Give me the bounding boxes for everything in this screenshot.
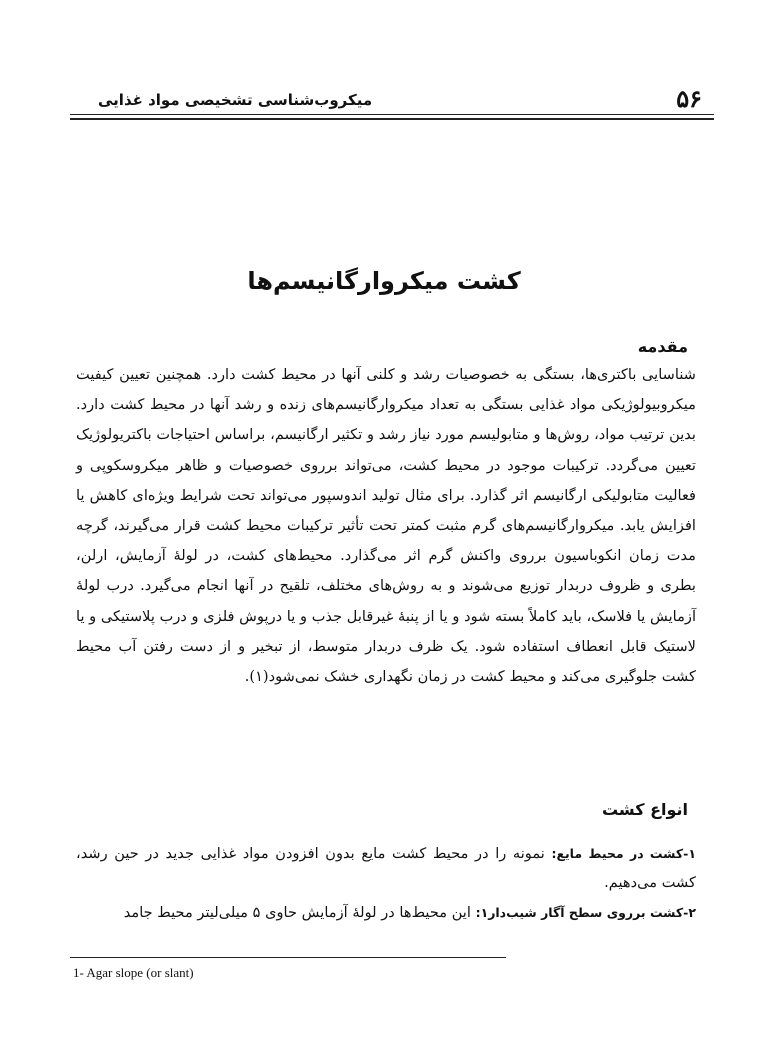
page-number: ۵۶ [676, 84, 702, 113]
culture-types-heading: انواع کشت [601, 800, 688, 819]
culture-type-label: ۱-کشت در محیط مایع: [551, 846, 696, 861]
chapter-title: کشت میکروارگانیسم‌ها [247, 267, 521, 295]
culture-type-item-agar-slant [76, 898, 696, 927]
intro-paragraph: شناسایی باکتری‌ها، بستگی به خصوصیات رشد و کلنی آنها در محیط کشت دارد. همچنین تعیین کیفیت میکروبیولوژیکی مواد غذایی بستگی به تعداد میکروارگانیسم‌های زنده و رشد آنها در محیط کشت دارد. بدین ترتیب مواد، روش‌ها و متابولیسم مورد نیاز رشد و تکثیر ارگانیسم، براساس احتیاجات باکتریولوژیک تعیین می‌گردد. ترکیبات موجود در محیط کشت، می‌تواند برروی خصوصیات و ظاهر میکروسکوپی و فعالیت متابولیکی ارگانیسم اثر گذارد. برای مثال تولید اندوسپور می‌تواند تحت شرایط ویژه‌ای کاهش یا افزایش یابد. میکروارگانیسم‌های گرم مثبت کمتر تحت تأثیر ترکیبات محیط کشت قرار می‌گیرند، گرچه مدت زمان انکوباسیون برروی واکنش گرم اثر می‌گذارد. محیط‌های کشت، در لولهٔ آزمایش، ارلن، بطری و ظروف دربدار توزیع می‌شوند و به روش‌های مختلف، تلقیح در آنها انجام می‌گیرد. درب لولهٔ آزمایش یا فلاسک، باید کاملاً بسته شود و یا از پنبهٔ غیرقابل جذب و یا درپوش فلزی و درب پلاستیکی و یا لاستیک قابل انعطاف استفاده شود. یک ظرف دربدار متوسط، از تبخیر و از دست رفتن آب محیط کشت جلوگیری می‌کند و محیط کشت در زمان نگهداری خشک نمی‌شود(۱). [76, 366, 696, 686]
footnote: 1- Agar slope (or slant) [73, 965, 194, 980]
culture-type-label: ۲-کشت برروی سطح آگار شیب‌دار۱: [475, 905, 696, 920]
culture-type-description: این محیط‌ها در لولهٔ آزمایش حاوی ۵ میلی‌لیتر محیط جامد [123, 904, 476, 921]
culture-type-description: نمونه را در محیط کشت مایع بدون افزودن مواد غذایی جدید در حین رشد، کشت می‌دهیم. [76, 845, 696, 891]
book-title: میکروب‌شناسی تشخیصی مواد غذایی [98, 91, 373, 109]
running-header [70, 84, 714, 120]
intro-heading: مقدمه [637, 337, 688, 356]
footnote-divider [70, 957, 506, 958]
culture-type-item-liquid [76, 839, 696, 897]
